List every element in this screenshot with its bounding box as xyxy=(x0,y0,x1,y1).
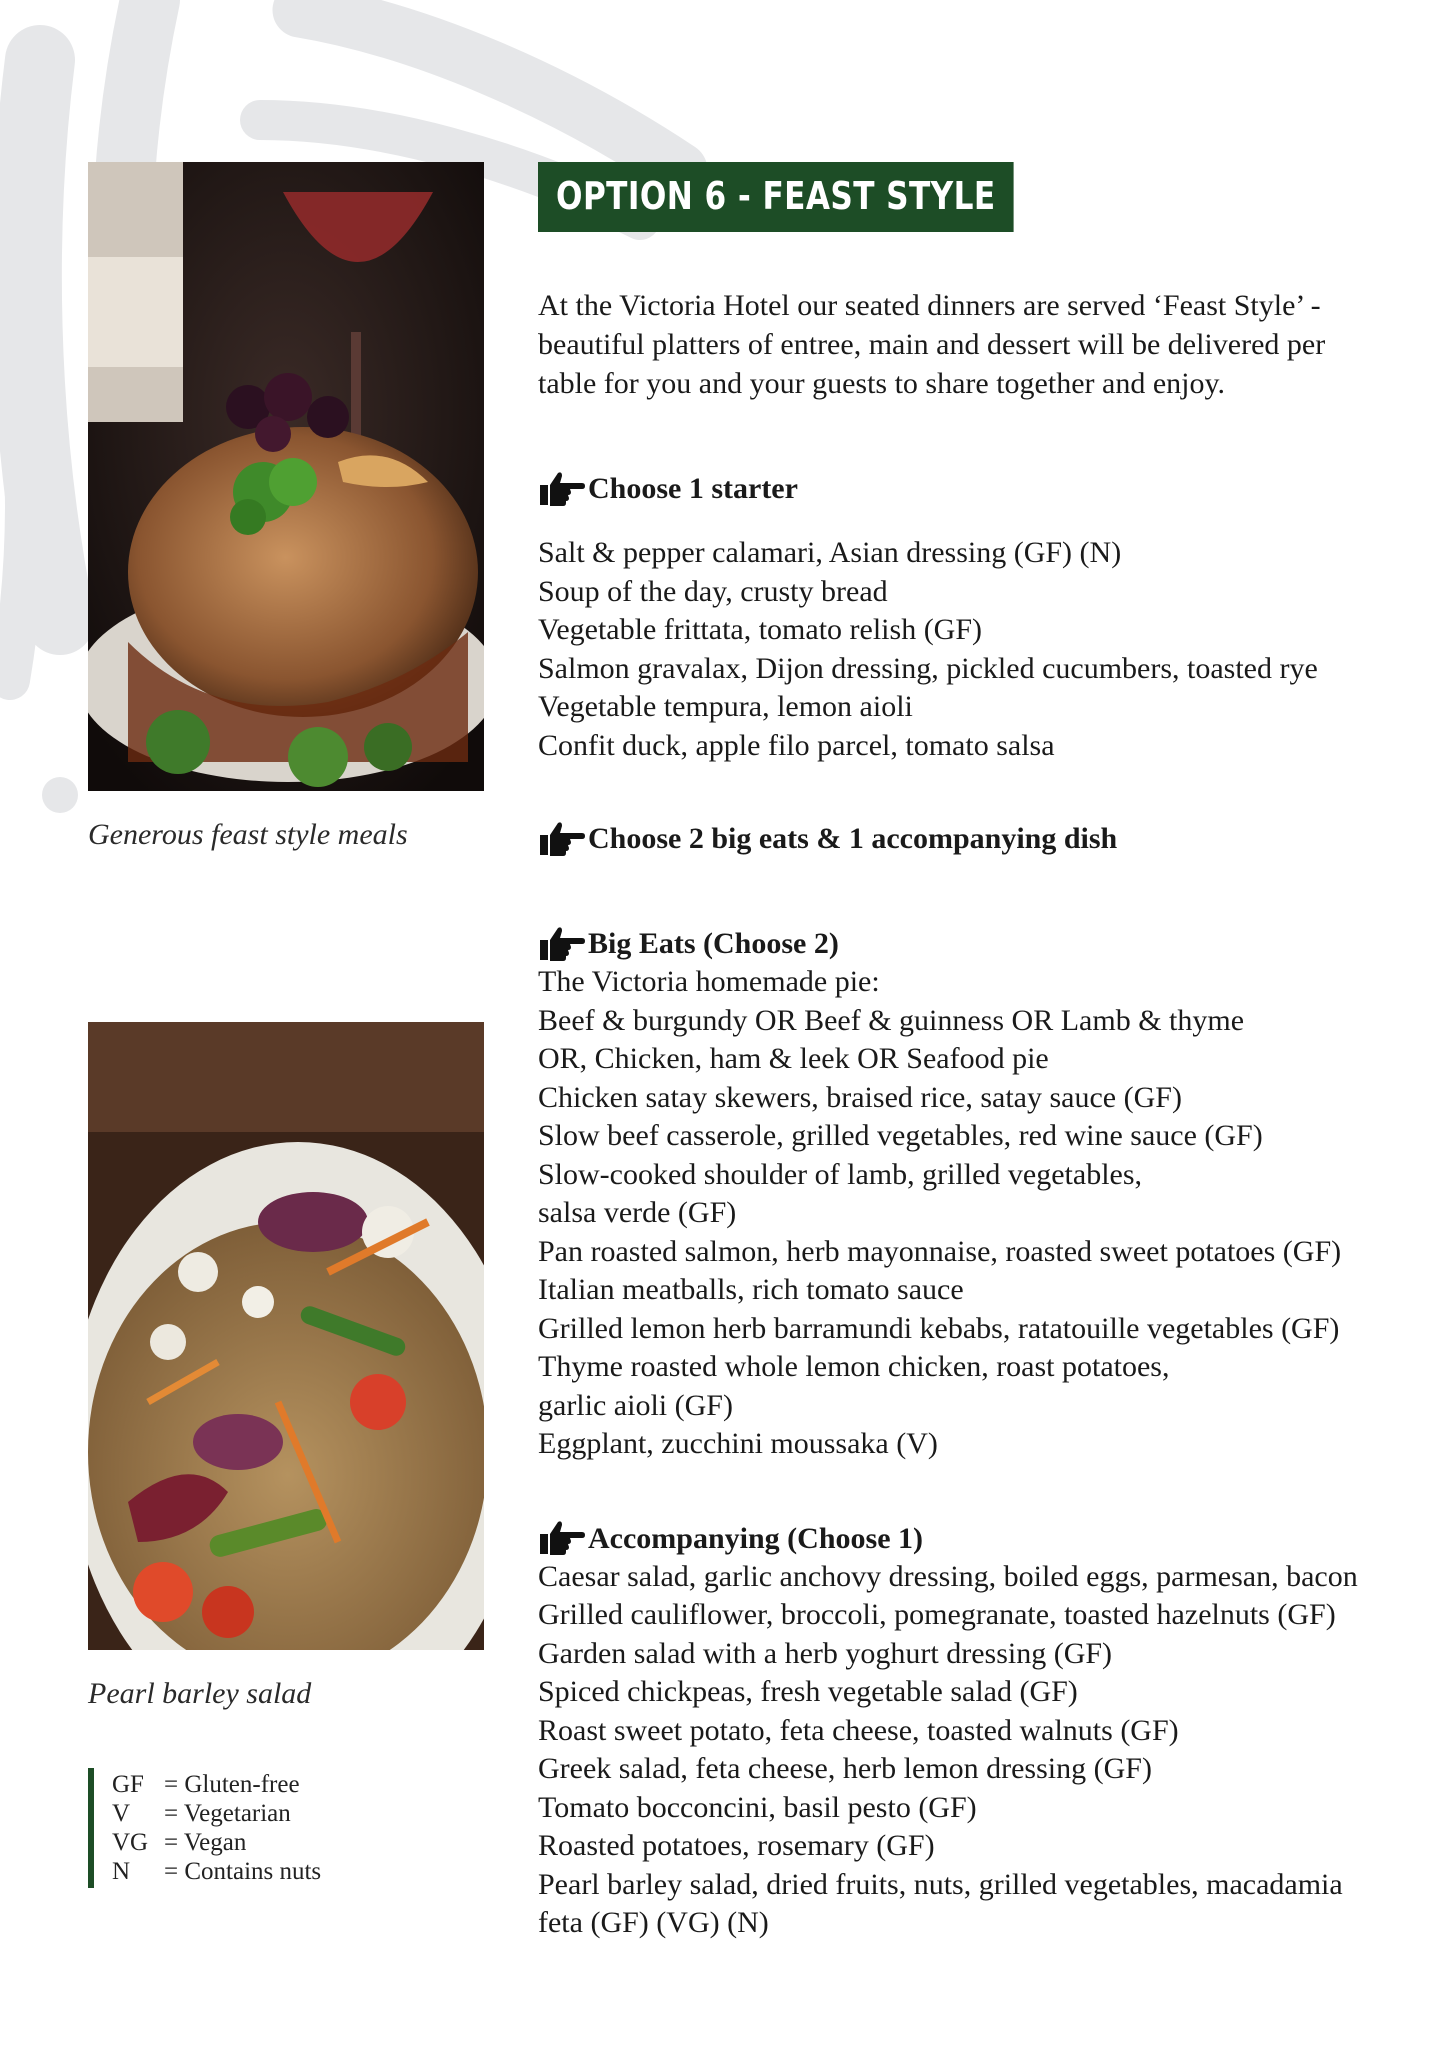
dietary-legend xyxy=(88,1768,321,1888)
list-item: garlic aioli (GF) xyxy=(538,1388,733,1422)
intro-line: At the Victoria Hotel our seated dinners are served ‘Feast Style’ - xyxy=(538,289,1321,322)
legend-code: N xyxy=(112,1858,131,1885)
list-item: Roasted potatoes, rosemary (GF) xyxy=(538,1829,935,1862)
list-item: salsa verde (GF) xyxy=(538,1196,737,1229)
list-item: Salt & pepper calamari, Asian dressing (GF) (N) xyxy=(538,536,1122,569)
pointing-hand-icon xyxy=(538,821,586,857)
list-item: Grilled lemon herb barramundi kebabs, ratatouille vegetables (GF) xyxy=(538,1311,1340,1345)
intro-line: table for you and your guests to share together and enjoy. xyxy=(538,367,1226,400)
list-item: Confit duck, apple filo parcel, tomato salsa xyxy=(538,728,1055,762)
list-item: Spiced chickpeas, fresh vegetable salad (GF) xyxy=(538,1675,1078,1708)
section-heading-big-eats xyxy=(538,924,1418,963)
list-item: Slow-cooked shoulder of lamb, grilled vegetables, xyxy=(538,1157,1143,1191)
roast-chicken-photo xyxy=(88,162,484,791)
list-item: Slow beef casserole, grilled vegetables, red wine sauce (GF) xyxy=(538,1119,1263,1152)
section-heading-text: Choose 2 big eats & 1 accompanying dish xyxy=(588,822,1118,855)
pointing-hand-icon xyxy=(538,471,586,507)
section-heading-accompanying xyxy=(538,1519,1418,1558)
pointing-hand-icon xyxy=(538,1520,586,1556)
list-item: Salmon gravalax, Dijon dressing, pickled cucumbers, toasted rye xyxy=(538,651,1318,685)
legend-row xyxy=(112,1799,321,1828)
list-item: Roast sweet potato, feta cheese, toasted walnuts (GF) xyxy=(538,1713,1179,1747)
list-item: Caesar salad, garlic anchovy dressing, boiled eggs, parmesan, bacon xyxy=(538,1559,1358,1593)
list-item: Chicken satay skewers, braised rice, satay sauce (GF) xyxy=(538,1080,1182,1114)
menu-content xyxy=(538,162,1418,1943)
list-item: Vegetable tempura, lemon aioli xyxy=(538,690,913,723)
legend-row xyxy=(112,1857,321,1886)
section-heading-text: Big Eats (Choose 2) xyxy=(588,927,839,960)
list-item: Tomato bocconcini, basil pesto (GF) xyxy=(538,1790,977,1824)
list-item: Eggplant, zucchini moussaka (V) xyxy=(538,1427,938,1460)
list-item: Thyme roasted whole lemon chicken, roast potatoes, xyxy=(538,1350,1170,1383)
big-eats-list xyxy=(538,963,1418,1464)
photo-caption: Generous feast style meals xyxy=(88,818,408,851)
list-item: Pan roasted salmon, herb mayonnaise, roasted sweet potatoes (GF) xyxy=(538,1234,1342,1268)
pearl-barley-salad-photo xyxy=(88,1022,484,1650)
pointing-hand-icon xyxy=(538,926,586,962)
legend-row xyxy=(112,1828,321,1857)
section-heading-starter xyxy=(538,469,1418,508)
section-heading-text: Choose 1 starter xyxy=(588,472,798,505)
legend-code: VG xyxy=(112,1829,149,1856)
list-item: Greek salad, feta cheese, herb lemon dressing (GF) xyxy=(538,1752,1152,1785)
legend-meaning: = Vegan xyxy=(164,1829,247,1856)
legend-code: GF xyxy=(112,1771,144,1798)
legend-code: V xyxy=(112,1800,131,1827)
section-heading-choose xyxy=(538,819,1418,858)
list-item: The Victoria homemade pie: xyxy=(538,965,880,998)
list-item: Vegetable frittata, tomato relish (GF) xyxy=(538,613,983,646)
list-item: Garden salad with a herb yoghurt dressing (GF) xyxy=(538,1636,1113,1670)
list-item: OR, Chicken, ham & leek OR Seafood pie xyxy=(538,1042,1049,1075)
intro-paragraph xyxy=(538,286,1418,403)
list-item: Grilled cauliflower, broccoli, pomegranate, toasted hazelnuts (GF) xyxy=(538,1598,1336,1631)
accompanying-list xyxy=(538,1558,1418,1943)
list-item: Italian meatballs, rich tomato sauce xyxy=(538,1273,964,1306)
legend-meaning: = Vegetarian xyxy=(164,1800,291,1827)
intro-line: beautiful platters of entree, main and dessert will be delivered per xyxy=(538,328,1326,361)
legend-row xyxy=(112,1770,321,1799)
list-item: Soup of the day, crusty bread xyxy=(538,574,888,608)
starter-list xyxy=(538,534,1418,765)
legend-meaning: = Gluten-free xyxy=(164,1771,300,1798)
list-item: Pearl barley salad, dried fruits, nuts, grilled vegetables, macadamia xyxy=(538,1867,1343,1901)
legend-meaning: = Contains nuts xyxy=(164,1858,322,1885)
list-item: Beef & burgundy OR Beef & guinness OR Lamb & thyme xyxy=(538,1003,1245,1037)
list-item: feta (GF) (VG) (N) xyxy=(538,1906,769,1939)
section-heading-text: Accompanying (Choose 1) xyxy=(588,1521,923,1555)
page-title: OPTION 6 - FEAST STYLE xyxy=(538,162,1014,232)
photo-caption: Pearl barley salad xyxy=(88,1677,312,1710)
